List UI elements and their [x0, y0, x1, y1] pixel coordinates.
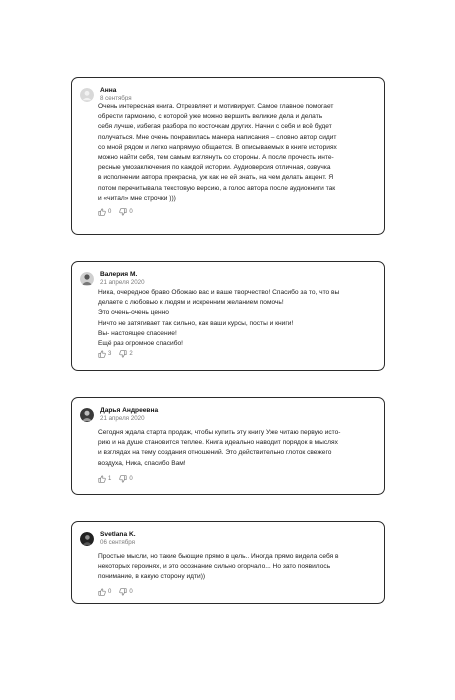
review-line: Это очень-очень ценно [98, 309, 169, 317]
like-count: 1 [108, 476, 112, 482]
person-photo-avatar-icon [80, 272, 94, 286]
review-card [71, 521, 385, 604]
review-author: Валерия М. [100, 271, 138, 278]
review-author: Анна [100, 87, 117, 94]
like-button[interactable] [98, 588, 111, 596]
review-line: потом перечитывала текстовую версию, а голос автора после аудиокниги так [98, 184, 336, 192]
like-button[interactable] [98, 475, 111, 483]
review-header [80, 531, 136, 547]
dislike-count: 0 [129, 476, 133, 482]
thumbs-down-icon [119, 588, 127, 596]
thumbs-down-icon [119, 350, 127, 358]
review-line: некоторых героинях, и это осознание сильно огорчало... Но зато появилось [98, 563, 331, 571]
dislike-button[interactable] [119, 588, 132, 596]
review-actions [98, 475, 141, 483]
person-photo-avatar-icon [80, 408, 94, 422]
review-actions [98, 588, 141, 596]
review-line: Простые мысли, но такие бьющие прямо в цель.. Иногда прямо видела себя в [98, 553, 339, 560]
review-text [98, 288, 376, 349]
review-text [98, 552, 376, 583]
review-line: и взглядах на тему создания отношений. Это действительно глоток свежего [98, 449, 332, 457]
review-date: 21 апреля 2020 [100, 279, 145, 286]
review-line: можно найти себя, тем самым взглянуть со стороны. А после прочесть инте- [98, 154, 334, 162]
review-header [80, 271, 145, 287]
review-line: воздуха, Ника, спасибо Вам! [98, 459, 186, 467]
review-card [71, 397, 385, 495]
dislike-count: 0 [129, 209, 133, 215]
review-card [71, 261, 385, 371]
review-line: Ничто не затягивает так сильно, как ваши курсы, посты и книги! [98, 319, 294, 327]
thumbs-down-icon [119, 475, 127, 483]
review-line: Ника, очередное браво Обожаю вас и ваше творчество! Спасибо за то, что вы [98, 289, 340, 296]
review-date: 8 сентября [100, 95, 132, 102]
review-line: Сегодня ждала старта продаж, чтобы купить эту книгу Уже читаю первую исто- [98, 429, 341, 436]
review-card [71, 77, 385, 235]
like-button[interactable] [98, 350, 111, 358]
thumbs-down-icon [119, 208, 127, 216]
dislike-button[interactable] [119, 475, 132, 483]
dislike-count: 2 [129, 351, 133, 357]
review-author: Svetlana K. [100, 531, 136, 538]
review-line: Вы- настоящее спасение! [98, 329, 177, 337]
default-avatar-icon [80, 88, 94, 102]
review-line: понимание, в какую сторону идти)) [98, 573, 206, 581]
review-text [98, 428, 376, 469]
review-text [98, 102, 376, 204]
review-line: Очень интересная книга. Отрезвляет и мотивирует. Самое главное помогает [98, 103, 334, 110]
review-line: ресные умозаключения по каждой истории. Аудиоверсия отличная, озвучка [98, 164, 331, 172]
review-author: Дарья Андреевна [100, 407, 159, 414]
review-line: обрести гармонию, с которой уже можно вершить великие дела и делать [98, 113, 323, 121]
dislike-count: 0 [129, 589, 133, 595]
review-date: 06 сентября [100, 539, 136, 546]
review-header [80, 87, 132, 103]
like-count: 0 [108, 209, 112, 215]
review-line: рию и на душе становится теплее. Книга идеально наводит порядок в мыслях [98, 439, 338, 447]
like-button[interactable] [98, 208, 111, 216]
review-line: и «читал» мне строчки ))) [98, 194, 176, 202]
thumbs-up-icon [98, 350, 106, 358]
thumbs-up-icon [98, 588, 106, 596]
person-photo-avatar-icon [80, 532, 94, 546]
like-count: 3 [108, 351, 112, 357]
review-actions [98, 208, 141, 216]
review-line: со мной рядом и легко напрямую общается. В описываемых в книге историях [98, 143, 337, 151]
thumbs-up-icon [98, 475, 106, 483]
review-line: в исполнении автора прекрасна, уж как не ей знать, на чем делать акцент. Я [98, 174, 334, 182]
review-actions [98, 350, 141, 358]
review-line: Ещё раз огромное спасибо! [98, 340, 183, 348]
dislike-button[interactable] [119, 350, 132, 358]
review-header [80, 407, 158, 423]
like-count: 0 [108, 589, 112, 595]
dislike-button[interactable] [119, 208, 132, 216]
thumbs-up-icon [98, 208, 106, 216]
review-date: 21 апреля 2020 [100, 415, 145, 422]
review-line: делаете с любовью к людям и искренним желанием помочь! [98, 299, 284, 307]
review-line: получаться. Мне очень понравилась манера написания – словно автор сидит [98, 133, 337, 141]
review-line: себя лучше, избегая разбора по косточкам других. Начни с себя и всё будет [98, 123, 332, 131]
